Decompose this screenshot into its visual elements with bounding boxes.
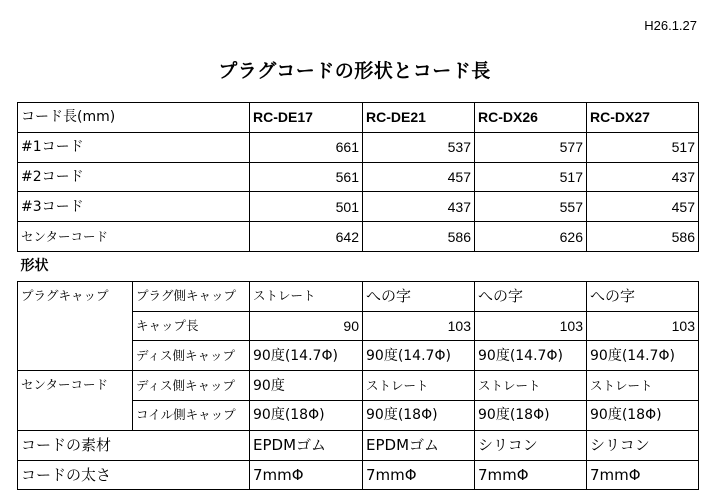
row-label: #1コード (18, 132, 250, 162)
thickness-cell: 7mmΦ (587, 460, 699, 490)
sub-row-label: ディス側キャップ (133, 341, 250, 371)
length-cell: 561 (250, 162, 363, 192)
shape-cell: ストレート (250, 281, 363, 311)
length-row-center-cord (18, 222, 699, 252)
row-label: センターコード (18, 222, 250, 252)
thickness-cell: 7mmΦ (475, 460, 587, 490)
sub-row-label: キャップ長 (133, 311, 250, 341)
material-cell: シリコン (475, 430, 587, 460)
model-header-rc-de17: RC-DE17 (250, 103, 363, 133)
model-header-rc-dx27: RC-DX27 (587, 103, 699, 133)
shape-cell: 90度(18Φ) (363, 400, 475, 430)
thickness-cell: 7mmΦ (363, 460, 475, 490)
length-cell: 586 (587, 222, 699, 252)
thickness-cell: 7mmΦ (250, 460, 363, 490)
length-cell: 517 (587, 132, 699, 162)
group-label-center-cord: センターコード (18, 371, 133, 431)
shape-row-material (18, 430, 699, 460)
material-cell: EPDMゴム (250, 430, 363, 460)
shape-cell: 103 (475, 311, 587, 341)
shape-section-label: 形状 (20, 258, 49, 275)
shape-row-plug-side-cap (18, 281, 699, 311)
shape-cell: ストレート (475, 371, 587, 401)
shape-cell: 90度(18Φ) (250, 400, 363, 430)
material-cell: EPDMゴム (363, 430, 475, 460)
document-date: H26.1.27 (644, 18, 697, 33)
length-row-cord-2 (18, 162, 699, 192)
shape-cell: 103 (587, 311, 699, 341)
length-cell: 501 (250, 192, 363, 222)
length-cell: 457 (587, 192, 699, 222)
shape-row-thickness (18, 460, 699, 490)
sub-row-label: コイル側キャップ (133, 400, 250, 430)
length-row-cord-3 (18, 192, 699, 222)
shape-cell: 90度(14.7Φ) (250, 341, 363, 371)
model-header-rc-dx26: RC-DX26 (475, 103, 587, 133)
shape-cell: ストレート (363, 371, 475, 401)
material-cell: シリコン (587, 430, 699, 460)
shape-cell: への字 (587, 281, 699, 311)
length-cell: 626 (475, 222, 587, 252)
shape-cell: ストレート (587, 371, 699, 401)
length-header-label: コード長(mm) (18, 103, 250, 133)
shape-cell: への字 (363, 281, 475, 311)
shape-row-center-dis-cap (18, 371, 699, 401)
length-header-row (18, 103, 699, 133)
length-cell: 457 (363, 162, 475, 192)
length-cell: 642 (250, 222, 363, 252)
spec-table (17, 102, 699, 490)
length-row-cord-1 (18, 132, 699, 162)
length-cell: 586 (363, 222, 475, 252)
row-label: コードの太さ (18, 460, 250, 490)
row-label: #3コード (18, 192, 250, 222)
shape-cell: 90度(18Φ) (587, 400, 699, 430)
length-cell: 437 (587, 162, 699, 192)
shape-cell: 90度 (250, 371, 363, 401)
row-label: コードの素材 (18, 430, 250, 460)
length-cell: 517 (475, 162, 587, 192)
sub-row-label: プラグ側キャップ (133, 281, 250, 311)
length-cell: 437 (363, 192, 475, 222)
document-title: プラグコードの形状とコード長 (218, 60, 491, 82)
model-header-rc-de21: RC-DE21 (363, 103, 475, 133)
shape-cell: への字 (475, 281, 587, 311)
shape-cell: 90度(18Φ) (475, 400, 587, 430)
sub-row-label: ディス側キャップ (133, 371, 250, 401)
shape-cell: 90 (250, 311, 363, 341)
shape-cell: 90度(14.7Φ) (475, 341, 587, 371)
length-cell: 661 (250, 132, 363, 162)
shape-cell: 90度(14.7Φ) (363, 341, 475, 371)
group-label-plug-cap: プラグキャップ (18, 281, 133, 370)
length-cell: 537 (363, 132, 475, 162)
shape-section-row (18, 251, 699, 281)
shape-cell: 90度(14.7Φ) (587, 341, 699, 371)
shape-cell: 103 (363, 311, 475, 341)
length-cell: 557 (475, 192, 587, 222)
length-cell: 577 (475, 132, 587, 162)
row-label: #2コード (18, 162, 250, 192)
